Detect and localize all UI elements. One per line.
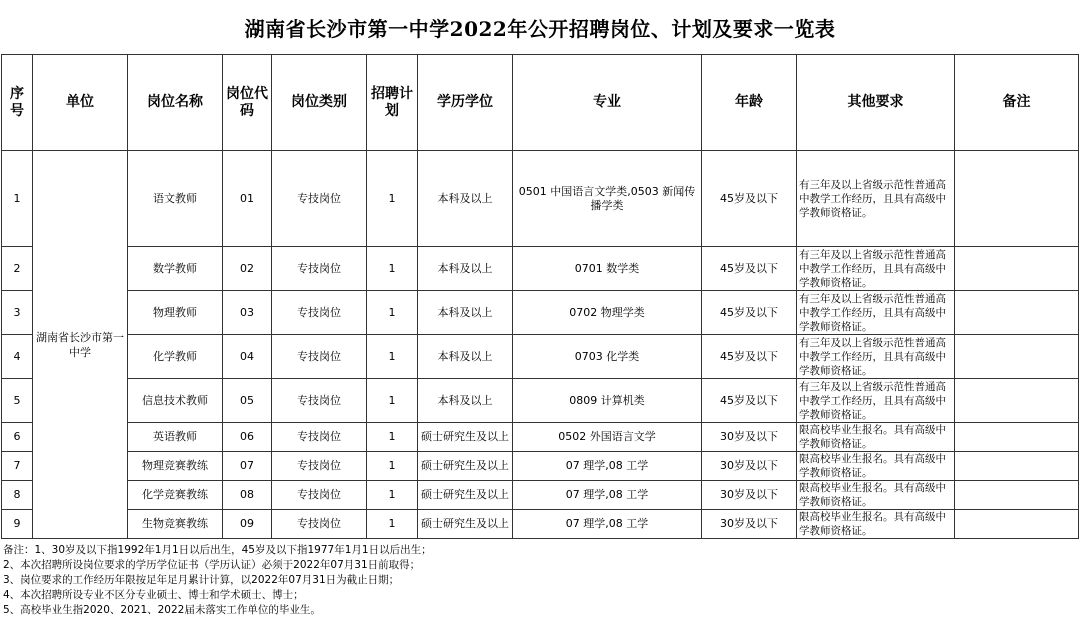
cell-position-name: 英语教师	[128, 423, 223, 452]
header-cell-education: 学历学位	[418, 55, 513, 151]
cell-requirements: 有三年及以上省级示范性普通高中教学工作经历，且具有高级中学教师资格证。	[797, 379, 955, 423]
cell-major: 07 理学,08 工学	[513, 481, 702, 510]
cell-age: 30岁及以下	[702, 423, 797, 452]
cell-requirements: 限高校毕业生报名。具有高级中学教师资格证。	[797, 423, 955, 452]
footnote-line: 备注：1、30岁及以下指1992年1月1日以后出生，45岁及以下指1977年1月1日以后出生；	[3, 544, 432, 556]
cell-plan: 1	[367, 291, 418, 335]
cell-major: 0502 外国语言文学	[513, 423, 702, 452]
cell-category: 专技岗位	[272, 510, 367, 539]
cell-no: 5	[2, 379, 33, 423]
cell-category: 专技岗位	[272, 481, 367, 510]
cell-remarks	[955, 452, 1079, 481]
cell-education: 本科及以上	[418, 379, 513, 423]
table-row	[2, 481, 1079, 510]
cell-major: 0501 中国语言文学类,0503 新闻传播学类	[513, 151, 702, 247]
cell-position-name: 生物竞赛教练	[128, 510, 223, 539]
header-cell-position-code: 岗位代码	[223, 55, 272, 151]
cell-position-code: 01	[223, 151, 272, 247]
cell-plan: 1	[367, 379, 418, 423]
cell-no: 6	[2, 423, 33, 452]
footnote-line: 2、本次招聘所设岗位要求的学历学位证书（学历认证）必须于2022年07月31日前取得；	[3, 559, 421, 571]
table-row	[2, 452, 1079, 481]
cell-age: 45岁及以下	[702, 379, 797, 423]
cell-remarks	[955, 335, 1079, 379]
table-row	[2, 423, 1079, 452]
cell-position-name: 数学教师	[128, 247, 223, 291]
footnote-line: 3、岗位要求的工作经历年限按足年足月累计计算，以2022年07月31日为截止日期；	[3, 574, 400, 586]
cell-position-code: 03	[223, 291, 272, 335]
recruitment-table	[1, 54, 1079, 539]
page-title: 湖南省长沙市第一中学2022年公开招聘岗位、计划及要求一览表	[244, 16, 836, 41]
cell-position-code: 08	[223, 481, 272, 510]
cell-position-name: 化学竞赛教练	[128, 481, 223, 510]
cell-category: 专技岗位	[272, 335, 367, 379]
cell-requirements: 有三年及以上省级示范性普通高中教学工作经历，且具有高级中学教师资格证。	[797, 335, 955, 379]
cell-plan: 1	[367, 510, 418, 539]
cell-remarks	[955, 510, 1079, 539]
header-cell-remarks: 备注	[955, 55, 1079, 151]
cell-age: 30岁及以下	[702, 481, 797, 510]
table-row	[2, 151, 1079, 247]
cell-remarks	[955, 247, 1079, 291]
cell-remarks	[955, 291, 1079, 335]
cell-position-code: 06	[223, 423, 272, 452]
cell-requirements: 限高校毕业生报名。具有高级中学教师资格证。	[797, 481, 955, 510]
table-row	[2, 291, 1079, 335]
cell-education: 本科及以上	[418, 247, 513, 291]
cell-requirements: 限高校毕业生报名。具有高级中学教师资格证。	[797, 510, 955, 539]
cell-major: 0702 物理学类	[513, 291, 702, 335]
cell-no: 2	[2, 247, 33, 291]
header-row	[2, 55, 1079, 151]
cell-category: 专技岗位	[272, 423, 367, 452]
header-cell-major: 专业	[513, 55, 702, 151]
header-cell-no: 序号	[2, 55, 33, 151]
cell-education: 硕士研究生及以上	[418, 510, 513, 539]
cell-no: 8	[2, 481, 33, 510]
cell-unit: 湖南省长沙市第一中学	[33, 151, 128, 539]
cell-major: 0703 化学类	[513, 335, 702, 379]
header-cell-requirements: 其他要求	[797, 55, 955, 151]
cell-position-code: 05	[223, 379, 272, 423]
cell-education: 本科及以上	[418, 151, 513, 247]
cell-remarks	[955, 379, 1079, 423]
table-row	[2, 379, 1079, 423]
cell-plan: 1	[367, 335, 418, 379]
cell-position-code: 07	[223, 452, 272, 481]
cell-position-code: 02	[223, 247, 272, 291]
cell-age: 45岁及以下	[702, 247, 797, 291]
cell-remarks	[955, 151, 1079, 247]
cell-plan: 1	[367, 481, 418, 510]
cell-category: 专技岗位	[272, 379, 367, 423]
cell-position-name: 物理教师	[128, 291, 223, 335]
cell-no: 1	[2, 151, 33, 247]
cell-age: 45岁及以下	[702, 151, 797, 247]
header-cell-age: 年龄	[702, 55, 797, 151]
header-cell-category: 岗位类别	[272, 55, 367, 151]
table-row	[2, 247, 1079, 291]
cell-position-name: 语文教师	[128, 151, 223, 247]
cell-education: 硕士研究生及以上	[418, 423, 513, 452]
cell-requirements: 有三年及以上省级示范性普通高中教学工作经历，且具有高级中学教师资格证。	[797, 247, 955, 291]
table-row	[2, 335, 1079, 379]
cell-age: 30岁及以下	[702, 452, 797, 481]
cell-position-name: 信息技术教师	[128, 379, 223, 423]
cell-position-name: 物理竞赛教练	[128, 452, 223, 481]
cell-major: 07 理学,08 工学	[513, 452, 702, 481]
footnotes	[3, 543, 1073, 618]
header-cell-position-name: 岗位名称	[128, 55, 223, 151]
cell-position-code: 09	[223, 510, 272, 539]
cell-category: 专技岗位	[272, 291, 367, 335]
table-row	[2, 510, 1079, 539]
cell-requirements: 有三年及以上省级示范性普通高中教学工作经历，且具有高级中学教师资格证。	[797, 151, 955, 247]
cell-plan: 1	[367, 247, 418, 291]
cell-remarks	[955, 423, 1079, 452]
cell-category: 专技岗位	[272, 247, 367, 291]
header-cell-plan: 招聘计划	[367, 55, 418, 151]
cell-category: 专技岗位	[272, 151, 367, 247]
cell-remarks	[955, 481, 1079, 510]
cell-position-name: 化学教师	[128, 335, 223, 379]
footnote-line: 4、本次招聘所设专业不区分专业硕士、博士和学术硕士、博士；	[3, 589, 304, 601]
cell-plan: 1	[367, 151, 418, 247]
cell-age: 45岁及以下	[702, 335, 797, 379]
cell-plan: 1	[367, 423, 418, 452]
cell-position-code: 04	[223, 335, 272, 379]
cell-education: 硕士研究生及以上	[418, 481, 513, 510]
cell-education: 本科及以上	[418, 335, 513, 379]
cell-no: 7	[2, 452, 33, 481]
cell-no: 4	[2, 335, 33, 379]
footnote-line: 5、高校毕业生指2020、2021、2022届未落实工作单位的毕业生。	[3, 604, 321, 616]
cell-education: 硕士研究生及以上	[418, 452, 513, 481]
cell-age: 30岁及以下	[702, 510, 797, 539]
cell-major: 0809 计算机类	[513, 379, 702, 423]
cell-education: 本科及以上	[418, 291, 513, 335]
cell-major: 07 理学,08 工学	[513, 510, 702, 539]
cell-category: 专技岗位	[272, 452, 367, 481]
cell-major: 0701 数学类	[513, 247, 702, 291]
cell-requirements: 有三年及以上省级示范性普通高中教学工作经历，且具有高级中学教师资格证。	[797, 291, 955, 335]
cell-no: 9	[2, 510, 33, 539]
cell-no: 3	[2, 291, 33, 335]
header-cell-unit: 单位	[33, 55, 128, 151]
cell-requirements: 限高校毕业生报名。具有高级中学教师资格证。	[797, 452, 955, 481]
cell-age: 45岁及以下	[702, 291, 797, 335]
cell-plan: 1	[367, 452, 418, 481]
